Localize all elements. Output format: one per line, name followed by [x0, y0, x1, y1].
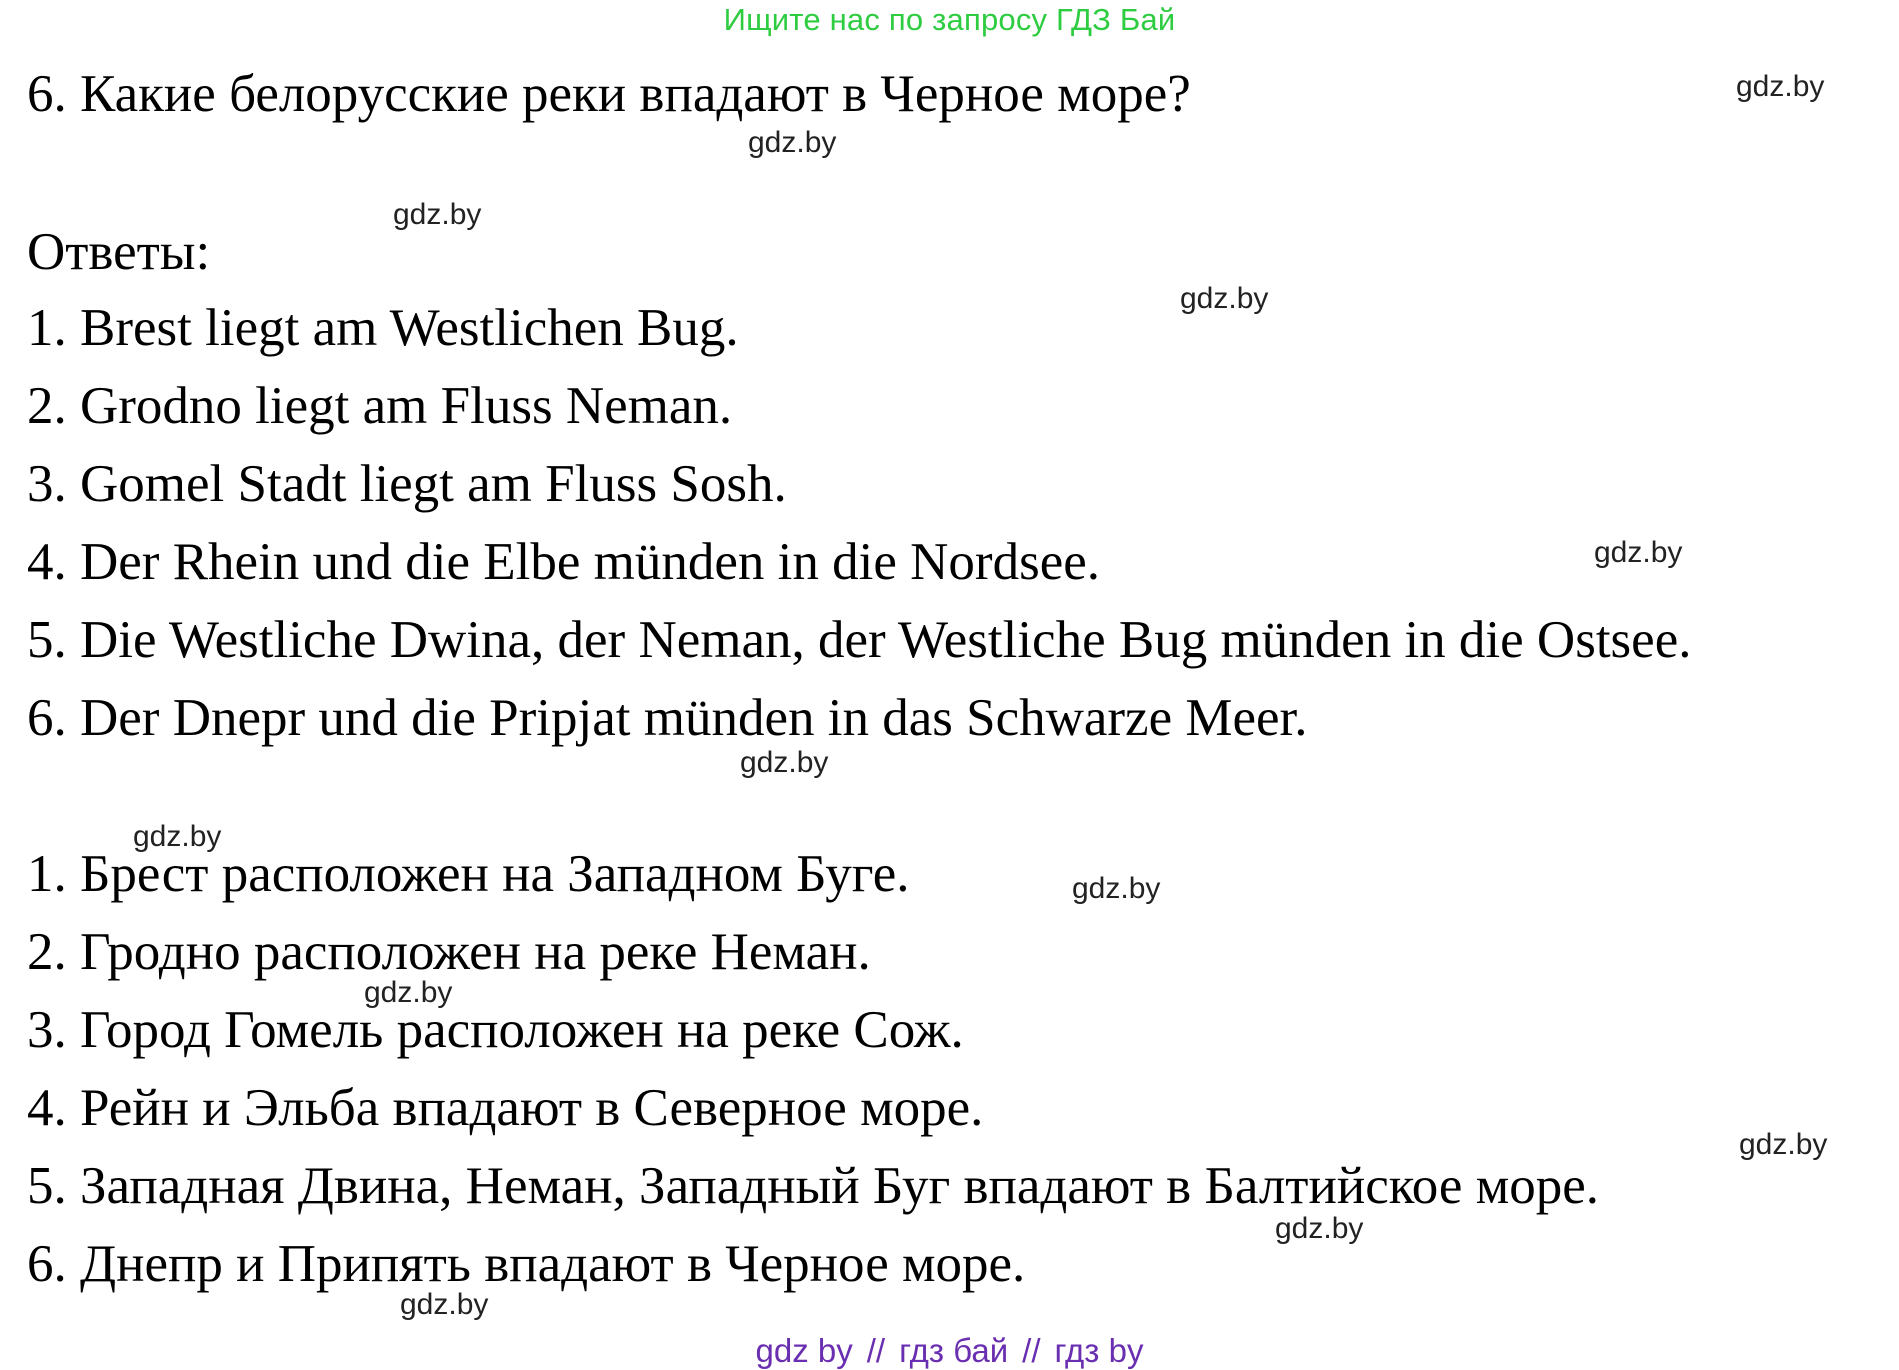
watermark: gdz.by [364, 976, 453, 1009]
russian-answer-1: 1. Брест расположен на Западном Буге. [27, 845, 910, 903]
watermark: gdz.by [740, 746, 829, 779]
russian-answer-6: 6. Днепр и Припять впадают в Черное море. [27, 1235, 1026, 1293]
answers-heading: Ответы: [27, 223, 211, 281]
watermark: gdz.by [133, 820, 222, 853]
watermark: gdz.by [400, 1288, 489, 1321]
german-answer-3: 3. Gomel Stadt liegt am Fluss Sosh. [27, 455, 787, 513]
watermark: gdz.by [1736, 70, 1825, 103]
footer-separator: // [866, 1332, 886, 1369]
russian-answer-2: 2. Гродно расположен на реке Неман. [27, 923, 871, 981]
question-text: 6. Какие белорусские реки впадают в Черное море? [27, 65, 1191, 123]
watermark: gdz.by [393, 198, 482, 231]
watermark: gdz.by [1275, 1212, 1364, 1245]
russian-answer-4: 4. Рейн и Эльба впадают в Северное море. [27, 1079, 984, 1137]
footer-link-gdz-by-cyr[interactable]: гдз by [1054, 1332, 1144, 1369]
german-answer-1: 1. Brest liegt am Westlichen Bug. [27, 299, 739, 357]
top-banner: Ищите нас по запросу ГДЗ Бай [723, 2, 1176, 37]
watermark: gdz.by [748, 126, 837, 159]
watermark: gdz.by [1739, 1128, 1828, 1161]
russian-answer-5: 5. Западная Двина, Неман, Западный Буг впадают в Балтийское море. [27, 1157, 1600, 1215]
watermark: gdz.by [1594, 536, 1683, 569]
watermark: gdz.by [1072, 872, 1161, 905]
footer-link-gdz-by[interactable]: gdz by [755, 1332, 853, 1369]
footer-link-gdz-bai[interactable]: гдз бай [899, 1332, 1009, 1369]
footer-links [0, 1332, 1899, 1370]
german-answer-6: 6. Der Dnepr und die Pripjat münden in das Schwarze Meer. [27, 689, 1308, 747]
german-answer-2: 2. Grodno liegt am Fluss Neman. [27, 377, 733, 435]
footer-separator: // [1022, 1332, 1041, 1369]
german-answer-5: 5. Die Westliche Dwina, der Neman, der Westliche Bug münden in die Ostsee. [27, 611, 1692, 669]
german-answer-4: 4. Der Rhein und die Elbe münden in die Nordsee. [27, 533, 1100, 591]
russian-answer-3: 3. Город Гомель расположен на реке Сож. [27, 1001, 964, 1059]
watermark: gdz.by [1180, 282, 1269, 315]
